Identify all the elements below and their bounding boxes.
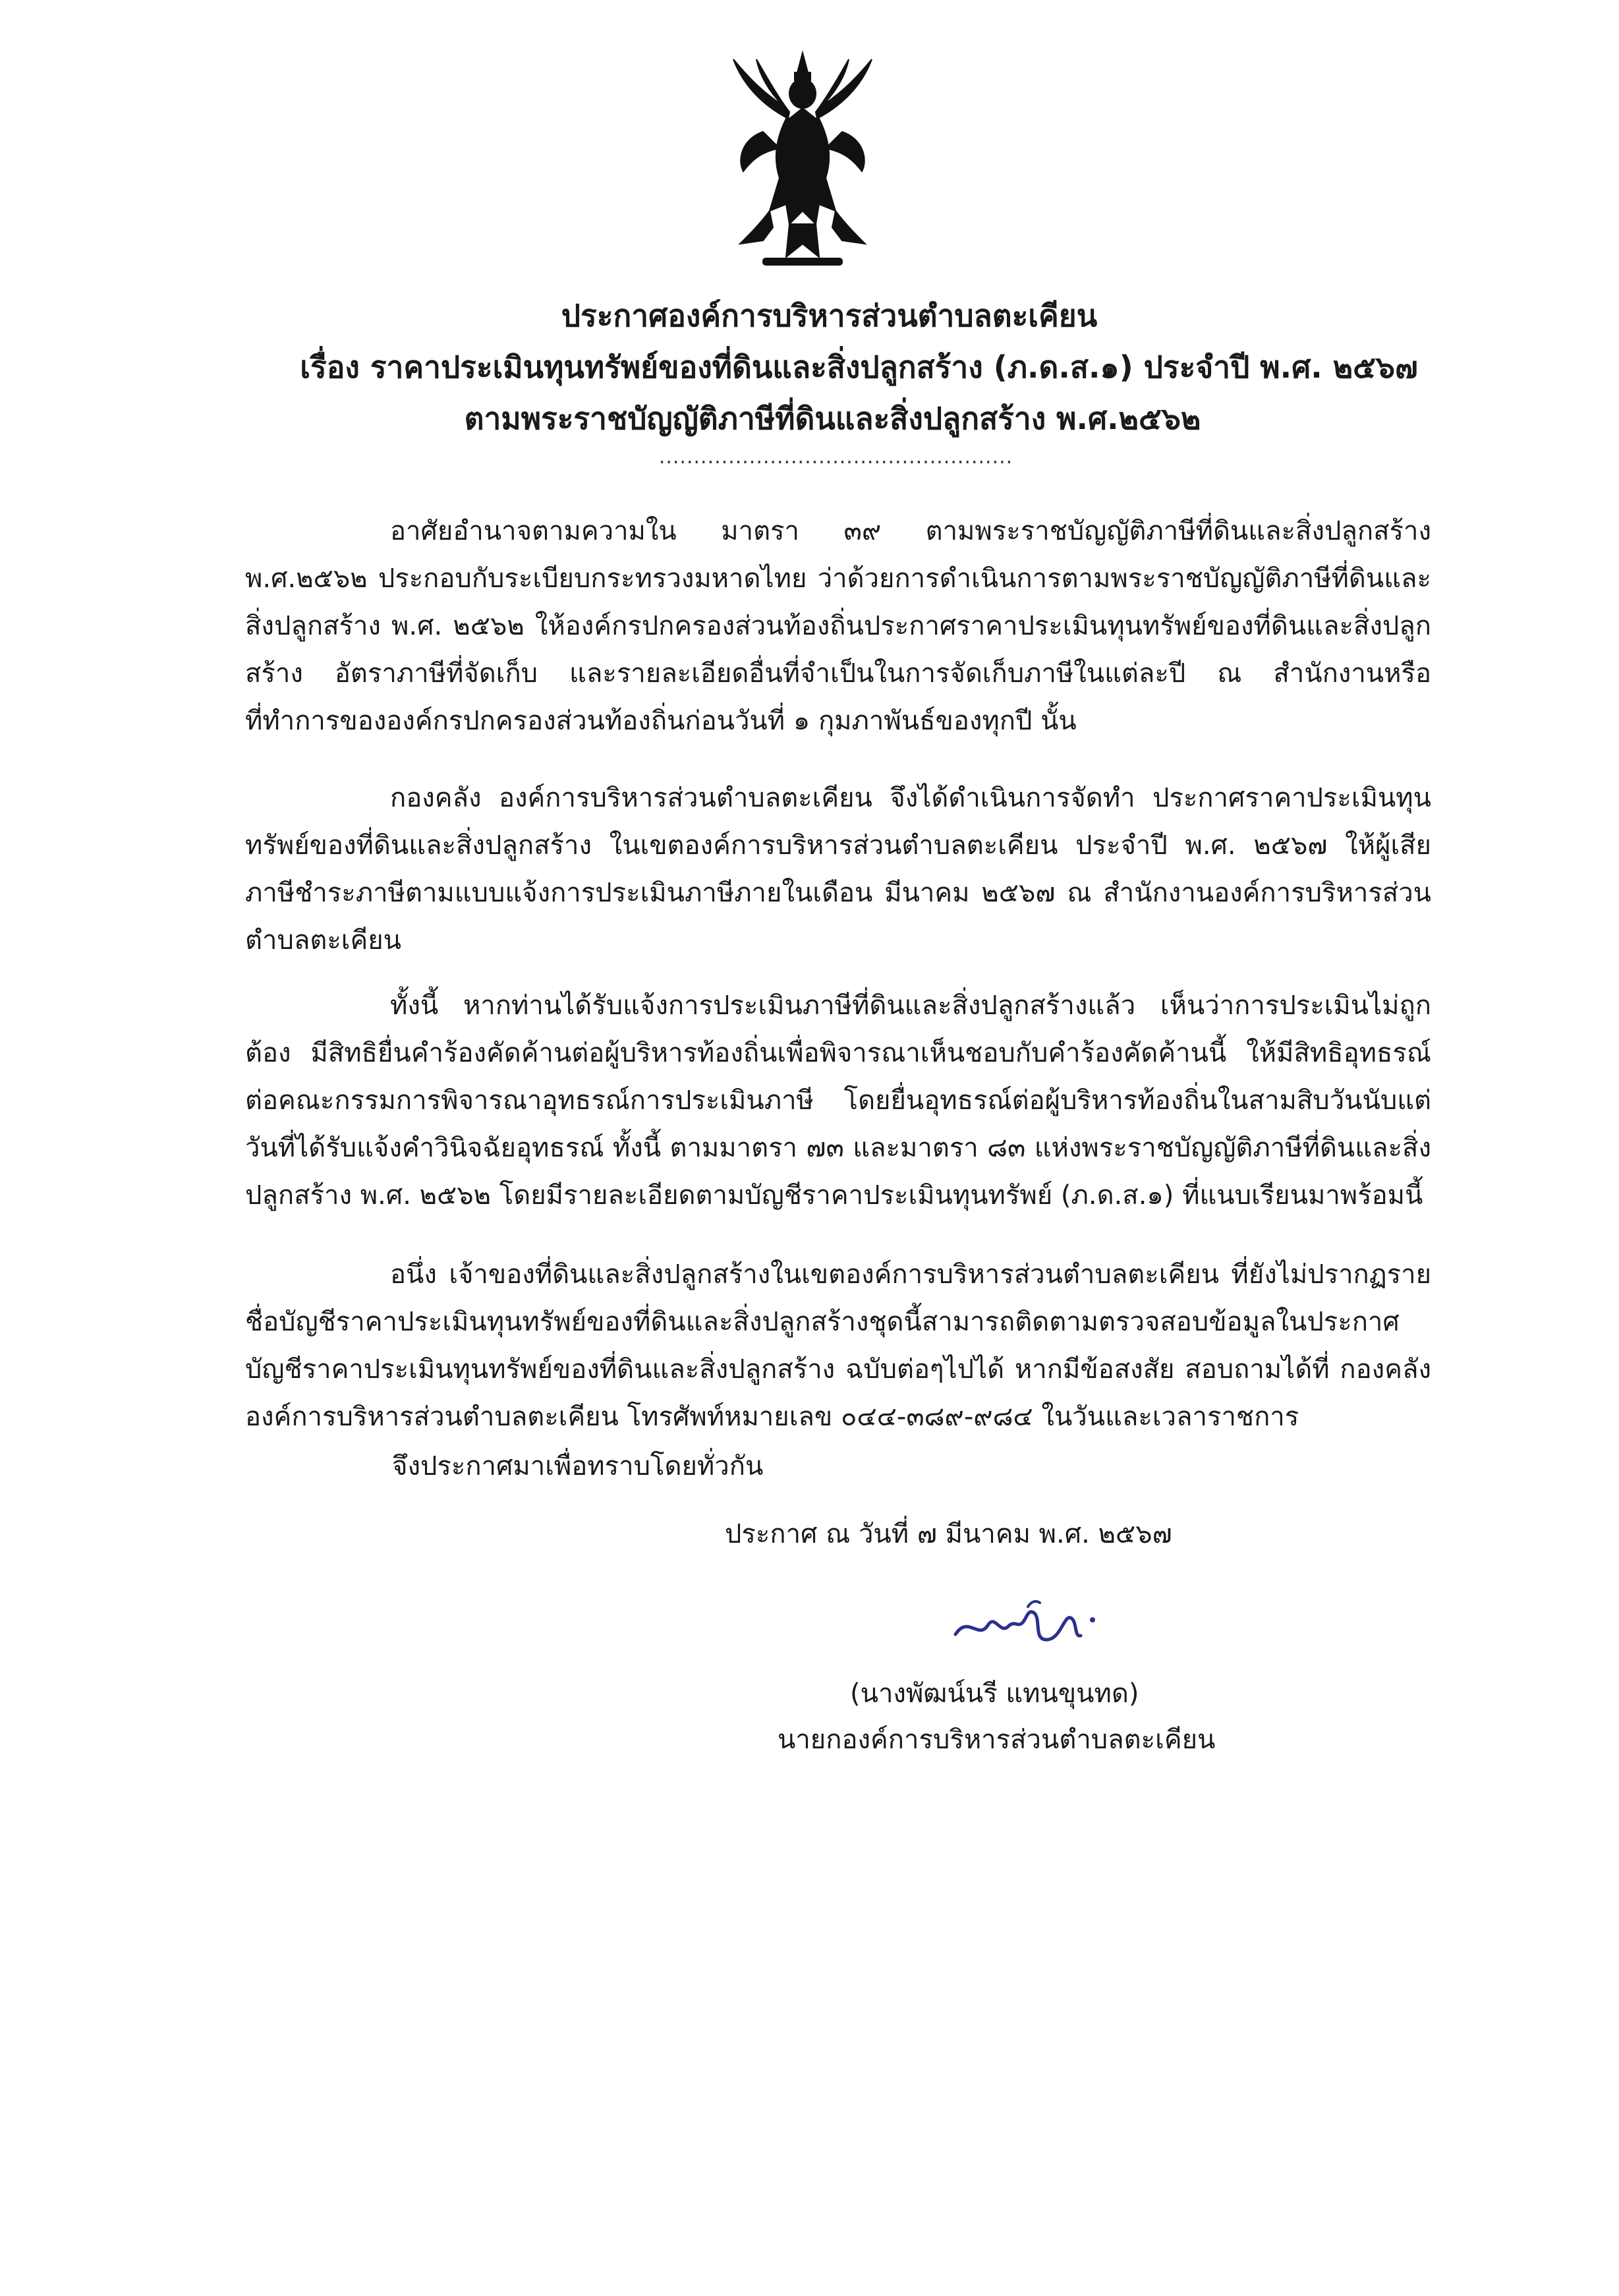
title-block xyxy=(0,290,1619,471)
signer-position: นายกองค์การบริหารส่วนตำบลตะเคียน xyxy=(778,1725,1216,1755)
paragraph-finance-division: กองคลัง องค์การบริหารส่วนตำบลตะเคียน จึงได้ดำเนินการจัดทำ ประกาศราคาประเมินทุนทรัพย์ของที่ดินและสิ่งปลูกสร้าง ในเขตองค์การบริหารส่วนตำบลตะเคียน ประจำปี พ.ศ. ๒๕๖๗ ให้ผู้เสียภาษีชำระภาษีตามแบบแจ้งการประเมินภาษีภายในเดือน มีนาคม ๒๕๖๗ ณ สำนักงานองค์การบริหารส่วนตำบลตะเคียน xyxy=(245,783,1431,956)
handwritten-signature xyxy=(949,1588,1107,1661)
announcement-date: ประกาศ ณ วันที่ ๗ มีนาคม พ.ศ. ๒๕๖๗ xyxy=(725,1519,1172,1549)
signer-name: (นางพัฒน์นรี แทนขุนทด) xyxy=(850,1679,1139,1709)
title-separator: ................................................... xyxy=(658,445,1013,469)
announcement-subject: เรื่อง ราคาประเมินทุนทรัพย์ของที่ดินและสิ่งปลูกสร้าง (ภ.ด.ส.๑) ประจำปี พ.ศ. ๒๕๖๗ xyxy=(300,349,1418,385)
paragraph-contact: อนึ่ง เจ้าของที่ดินและสิ่งปลูกสร้างในเขตองค์การบริหารส่วนตำบลตะเคียน ที่ยังไม่ปรากฏรายชื่อบัญชีราคาประเมินทุนทรัพย์ของที่ดินและสิ่งปลูกสร้างชุดนี้สามารถติดตามตรวจสอบข้อมูลในประกาศบัญชีราคาประเมินทุนทรัพย์ของที่ดินและสิ่งปลูกสร้าง ฉบับต่อๆไปได้ หากมีข้อสงสัย สอบถามได้ที่ กองคลังองค์การบริหารส่วนตำบลตะเคียน โทรศัพท์หมายเลข ๐๔๔-๓๘๙-๙๘๔ ในวันและเวลาราชการ xyxy=(245,1259,1431,1432)
announcement-law: ตามพระราชบัญญัติภาษีที่ดินและสิ่งปลูกสร้าง พ.ศ.๒๕๖๒ xyxy=(464,401,1201,436)
closing-statement: จึงประกาศมาเพื่อทราบโดยทั่วกัน xyxy=(392,1451,764,1481)
garuda-emblem-icon xyxy=(724,46,882,270)
paragraph-appeal: ทั้งนี้ หากท่านได้รับแจ้งการประเมินภาษีที่ดินและสิ่งปลูกสร้างแล้ว เห็นว่าการประเมินไม่ถูกต้อง มีสิทธิยื่นคำร้องคัดค้านต่อผู้บริหารท้องถิ่นเพื่อพิจารณาเห็นชอบกับคำร้องคัดค้านนี้ ให้มีสิทธิอุทธรณ์ต่อคณะกรรมการพิจารณาอุทธรณ์การประเมินภาษี โดยยื่นอุทธรณ์ต่อผู้บริหารท้องถิ่นในสามสิบวันนับแต่วันที่ได้รับแจ้งคำวินิจฉัยอุทธรณ์ ทั้งนี้ ตามมาตรา ๗๓ และมาตรา ๘๓ แห่งพระราชบัญญัติภาษีที่ดินและสิ่งปลูกสร้าง พ.ศ. ๒๕๖๒ โดยมีรายละเอียดตามบัญชีราคาประเมินทุนทรัพย์ (ภ.ด.ส.๑) ที่แนบเรียนมาพร้อมนี้ xyxy=(245,990,1431,1211)
paragraph-authority: อาศัยอำนาจตามความใน มาตรา ๓๙ ตามพระราชบัญญัติภาษีที่ดินและสิ่งปลูกสร้าง พ.ศ.๒๕๖๒ ประกอบกับระเบียบกระทรวงมหาดไทย ว่าด้วยการดำเนินการตามพระราชบัญญัติภาษีที่ดินและสิ่งปลูกสร้าง พ.ศ. ๒๕๖๒ ให้องค์กรปกครองส่วนท้องถิ่นประกาศราคาประเมินทุนทรัพย์ของที่ดินและสิ่งปลูกสร้าง อัตราภาษีที่จัดเก็บ และรายละเอียดอื่นที่จำเป็นในการจัดเก็บภาษีในแต่ละปี ณ สำนักงานหรือที่ทำการขององค์กรปกครองส่วนท้องถิ่นก่อนวันที่ ๑ กุมภาพันธ์ของทุกปี นั้น xyxy=(245,516,1431,736)
announcement-title: ประกาศองค์การบริหารส่วนตำบลตะเคียน xyxy=(561,298,1098,333)
